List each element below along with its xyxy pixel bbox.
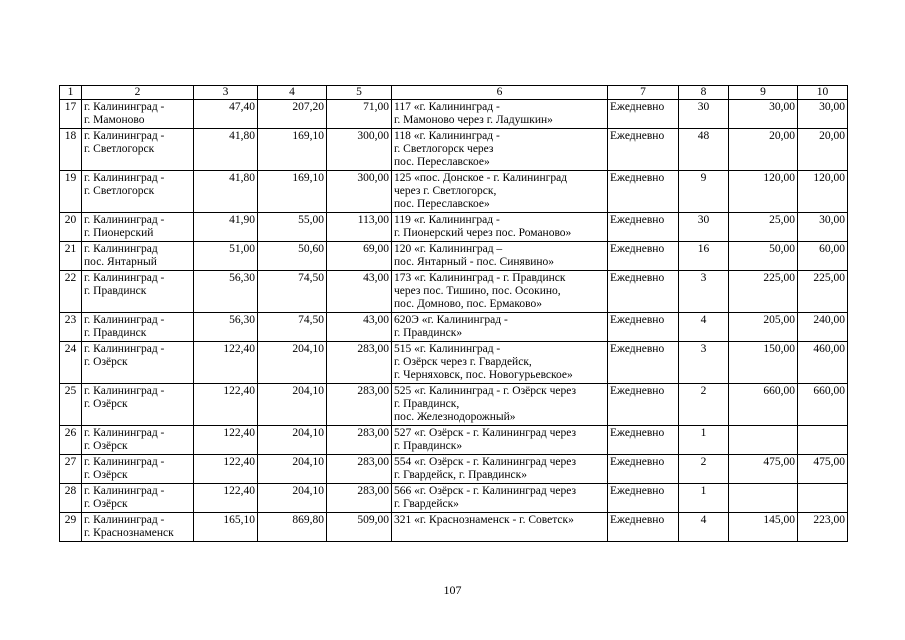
cell-col-8: 30 (679, 100, 729, 129)
cell-col-8: 2 (679, 384, 729, 426)
cell-route-name (392, 342, 608, 384)
cell-col-10: 60,00 (798, 242, 848, 271)
cell-col-8: 2 (679, 455, 729, 484)
cell-frequency: Ежедневно (608, 513, 679, 542)
cell-route-name-line: пос. Железнодорожный» (394, 411, 516, 423)
cell-col-3: 165,10 (194, 513, 258, 542)
cell-route-name-line: пос. Домново, пос. Ермаково» (394, 298, 543, 310)
cell-route-line: г. Правдинск (84, 327, 147, 339)
cell-col-9: 120,00 (729, 171, 798, 213)
cell-route-name-line: 525 «г. Калининград - г. Озёрск через (394, 385, 576, 397)
table-row (60, 271, 848, 313)
cell-col-10: 240,00 (798, 313, 848, 342)
cell-col-3: 56,30 (194, 271, 258, 313)
cell-col-3: 41,80 (194, 171, 258, 213)
column-header-6: 6 (392, 86, 608, 100)
cell-route-line: г. Пионерский (84, 227, 154, 239)
cell-frequency: Ежедневно (608, 455, 679, 484)
page-number: 107 (443, 583, 462, 597)
cell-route (82, 484, 194, 513)
cell-route (82, 242, 194, 271)
cell-col-9: 475,00 (729, 455, 798, 484)
cell-route-name (392, 384, 608, 426)
table-row (60, 484, 848, 513)
column-header-4: 4 (258, 86, 327, 100)
cell-col-5: 283,00 (327, 455, 392, 484)
cell-row-number: 29 (60, 513, 82, 542)
table-row (60, 129, 848, 171)
table-row (60, 455, 848, 484)
column-header-5: 5 (327, 86, 392, 100)
cell-frequency: Ежедневно (608, 129, 679, 171)
cell-route-name-line: 566 «г. Озёрск - г. Калининград через (394, 485, 576, 497)
cell-route-name (392, 455, 608, 484)
cell-col-10 (798, 484, 848, 513)
cell-route-name-line: 119 «г. Калининград - (394, 214, 500, 226)
column-header-3: 3 (194, 86, 258, 100)
table-body (60, 86, 848, 542)
cell-col-9: 25,00 (729, 213, 798, 242)
cell-route-name-line: г. Правдинск, (394, 398, 460, 410)
cell-col-5: 43,00 (327, 313, 392, 342)
cell-route-line: г. Калининград - (84, 514, 165, 526)
cell-row-number: 19 (60, 171, 82, 213)
cell-col-9: 145,00 (729, 513, 798, 542)
cell-col-5: 69,00 (327, 242, 392, 271)
cell-route-line: г. Озёрск (84, 469, 128, 481)
cell-col-9 (729, 426, 798, 455)
cell-col-8: 1 (679, 426, 729, 455)
cell-route-name (392, 426, 608, 455)
cell-col-4: 204,10 (258, 484, 327, 513)
table-row (60, 384, 848, 426)
cell-col-10: 120,00 (798, 171, 848, 213)
cell-col-5: 300,00 (327, 129, 392, 171)
cell-col-3: 41,90 (194, 213, 258, 242)
cell-route-name-line: 515 «г. Калининград - (394, 343, 501, 355)
cell-col-3: 122,40 (194, 426, 258, 455)
header-row (60, 86, 848, 100)
cell-row-number: 18 (60, 129, 82, 171)
cell-col-5: 43,00 (327, 271, 392, 313)
cell-route-line: г. Калининград - (84, 314, 165, 326)
cell-route-name-line: пос. Переславское» (394, 156, 490, 168)
cell-frequency: Ежедневно (608, 426, 679, 455)
cell-col-5: 283,00 (327, 342, 392, 384)
cell-route-line: г. Озёрск (84, 356, 128, 368)
cell-col-8: 3 (679, 342, 729, 384)
cell-route-name-line: 120 «г. Калининград – (394, 243, 503, 255)
cell-route-name-line: г. Гвардейск, г. Правдинск» (394, 469, 527, 481)
cell-route-line: г. Калининград - (84, 456, 165, 468)
cell-col-10: 460,00 (798, 342, 848, 384)
cell-col-4: 74,50 (258, 313, 327, 342)
cell-route-name (392, 484, 608, 513)
cell-col-10 (798, 426, 848, 455)
cell-route-line: г. Калининград (84, 243, 158, 255)
cell-route-line: г. Озёрск (84, 440, 128, 452)
cell-route-name-line: г. Правдинск» (394, 440, 463, 452)
cell-col-3: 56,30 (194, 313, 258, 342)
cell-route-name-line: г. Светлогорск через (394, 143, 494, 155)
cell-col-9: 205,00 (729, 313, 798, 342)
cell-route-name-line: г. Пионерский через пос. Романово» (394, 227, 572, 239)
cell-col-5: 300,00 (327, 171, 392, 213)
cell-col-10: 30,00 (798, 100, 848, 129)
cell-route-name-line: г. Озёрск через г. Гвардейск, (394, 356, 532, 368)
cell-route-name-line: 117 «г. Калининград - (394, 101, 500, 113)
cell-col-4: 169,10 (258, 171, 327, 213)
cell-col-8: 4 (679, 313, 729, 342)
cell-route (82, 271, 194, 313)
cell-route-name (392, 100, 608, 129)
cell-col-4: 869,80 (258, 513, 327, 542)
cell-route-name-line: 527 «г. Озёрск - г. Калининград через (394, 427, 576, 439)
route-table (59, 85, 848, 542)
cell-col-5: 283,00 (327, 384, 392, 426)
cell-col-4: 204,10 (258, 455, 327, 484)
cell-col-3: 122,40 (194, 384, 258, 426)
cell-route-name-line: через г. Светлогорск, (394, 185, 497, 197)
cell-route-line: г. Краснознаменск (84, 527, 174, 539)
cell-route (82, 513, 194, 542)
cell-col-5: 113,00 (327, 213, 392, 242)
cell-col-4: 204,10 (258, 342, 327, 384)
cell-col-3: 47,40 (194, 100, 258, 129)
cell-route-name-line: 173 «г. Калининград - г. Правдинск (394, 272, 566, 284)
cell-col-8: 1 (679, 484, 729, 513)
cell-route (82, 100, 194, 129)
cell-row-number: 27 (60, 455, 82, 484)
cell-col-8: 16 (679, 242, 729, 271)
table-row (60, 213, 848, 242)
cell-route (82, 342, 194, 384)
cell-col-8: 3 (679, 271, 729, 313)
cell-col-4: 74,50 (258, 271, 327, 313)
cell-col-5: 283,00 (327, 484, 392, 513)
cell-col-8: 30 (679, 213, 729, 242)
cell-route-name-line: 118 «г. Калининград - (394, 130, 500, 142)
table-row (60, 342, 848, 384)
cell-row-number: 24 (60, 342, 82, 384)
cell-frequency: Ежедневно (608, 342, 679, 384)
cell-route-name (392, 313, 608, 342)
column-header-1: 1 (60, 86, 82, 100)
table-row (60, 426, 848, 455)
cell-route-name (392, 242, 608, 271)
cell-frequency: Ежедневно (608, 242, 679, 271)
table-row (60, 171, 848, 213)
cell-route-line: г. Калининград - (84, 130, 165, 142)
column-header-2: 2 (82, 86, 194, 100)
cell-row-number: 26 (60, 426, 82, 455)
table-row (60, 513, 848, 542)
cell-row-number: 21 (60, 242, 82, 271)
cell-route (82, 313, 194, 342)
cell-route-line: г. Калининград - (84, 485, 165, 497)
cell-route (82, 455, 194, 484)
cell-route-name-line: пос. Янтарный - пос. Синявино» (394, 256, 555, 268)
cell-row-number: 22 (60, 271, 82, 313)
cell-route-name-line: 321 «г. Краснознаменск - г. Советск» (394, 514, 574, 526)
cell-route-line: г. Мамоново (84, 114, 145, 126)
cell-col-3: 122,40 (194, 342, 258, 384)
cell-col-3: 51,00 (194, 242, 258, 271)
cell-frequency: Ежедневно (608, 271, 679, 313)
cell-col-4: 204,10 (258, 426, 327, 455)
cell-route-name-line: через пос. Тишино, пос. Осокино, (394, 285, 561, 297)
cell-route-line: г. Светлогорск (84, 185, 155, 197)
cell-col-4: 204,10 (258, 384, 327, 426)
cell-row-number: 23 (60, 313, 82, 342)
cell-route-name (392, 171, 608, 213)
cell-frequency: Ежедневно (608, 384, 679, 426)
cell-col-10: 225,00 (798, 271, 848, 313)
cell-col-10: 30,00 (798, 213, 848, 242)
cell-route-line: г. Калининград - (84, 101, 165, 113)
cell-route-name-line: г. Мамоново через г. Ладушкин» (394, 114, 553, 126)
column-header-9: 9 (729, 86, 798, 100)
cell-route-name-line: 125 «пос. Донское - г. Калининград (394, 172, 568, 184)
cell-route-name (392, 129, 608, 171)
cell-col-9: 30,00 (729, 100, 798, 129)
cell-col-9: 50,00 (729, 242, 798, 271)
cell-route-line: пос. Янтарный (84, 256, 157, 268)
cell-route-name-line: г. Правдинск» (394, 327, 463, 339)
cell-route-name (392, 513, 608, 542)
cell-col-5: 283,00 (327, 426, 392, 455)
cell-col-4: 55,00 (258, 213, 327, 242)
cell-col-4: 169,10 (258, 129, 327, 171)
cell-col-3: 122,40 (194, 455, 258, 484)
cell-col-10: 660,00 (798, 384, 848, 426)
cell-route-line: г. Калининград - (84, 343, 165, 355)
cell-col-8: 48 (679, 129, 729, 171)
cell-route-line: г. Светлогорск (84, 143, 155, 155)
cell-col-10: 223,00 (798, 513, 848, 542)
column-header-8: 8 (679, 86, 729, 100)
cell-route-name-line: пос. Переславское» (394, 198, 490, 210)
cell-col-10: 475,00 (798, 455, 848, 484)
table-row (60, 242, 848, 271)
cell-frequency: Ежедневно (608, 313, 679, 342)
cell-route-name-line: 554 «г. Озёрск - г. Калининград через (394, 456, 576, 468)
cell-route-name-line: г. Черняховск, пос. Новогурьевское» (394, 369, 573, 381)
cell-col-10: 20,00 (798, 129, 848, 171)
cell-route-line: г. Правдинск (84, 285, 147, 297)
cell-route-line: г. Озёрск (84, 398, 128, 410)
cell-frequency: Ежедневно (608, 100, 679, 129)
cell-col-9: 225,00 (729, 271, 798, 313)
cell-col-9: 150,00 (729, 342, 798, 384)
cell-col-5: 509,00 (327, 513, 392, 542)
cell-col-3: 122,40 (194, 484, 258, 513)
cell-col-4: 207,20 (258, 100, 327, 129)
cell-col-9 (729, 484, 798, 513)
cell-row-number: 17 (60, 100, 82, 129)
cell-col-8: 4 (679, 513, 729, 542)
cell-route-line: г. Калининград - (84, 172, 165, 184)
cell-row-number: 20 (60, 213, 82, 242)
cell-route (82, 213, 194, 242)
table-row (60, 100, 848, 129)
cell-row-number: 28 (60, 484, 82, 513)
cell-col-9: 20,00 (729, 129, 798, 171)
column-header-7: 7 (608, 86, 679, 100)
cell-route-name (392, 271, 608, 313)
cell-frequency: Ежедневно (608, 171, 679, 213)
cell-route-name-line: г. Гвардейск» (394, 498, 459, 510)
cell-col-3: 41,80 (194, 129, 258, 171)
cell-col-5: 71,00 (327, 100, 392, 129)
cell-frequency: Ежедневно (608, 484, 679, 513)
column-header-10: 10 (798, 86, 848, 100)
cell-route-line: г. Калининград - (84, 272, 165, 284)
cell-col-8: 9 (679, 171, 729, 213)
cell-route-name-line: 620Э «г. Калининград - (394, 314, 508, 326)
cell-route (82, 171, 194, 213)
cell-row-number: 25 (60, 384, 82, 426)
cell-col-4: 50,60 (258, 242, 327, 271)
cell-route (82, 384, 194, 426)
cell-route-line: г. Калининград - (84, 427, 165, 439)
cell-route-line: г. Калининград - (84, 385, 165, 397)
cell-route (82, 129, 194, 171)
cell-route (82, 426, 194, 455)
cell-route-name (392, 213, 608, 242)
table-row (60, 313, 848, 342)
cell-frequency: Ежедневно (608, 213, 679, 242)
cell-route-line: г. Озёрск (84, 498, 128, 510)
cell-route-line: г. Калининград - (84, 214, 165, 226)
cell-col-9: 660,00 (729, 384, 798, 426)
